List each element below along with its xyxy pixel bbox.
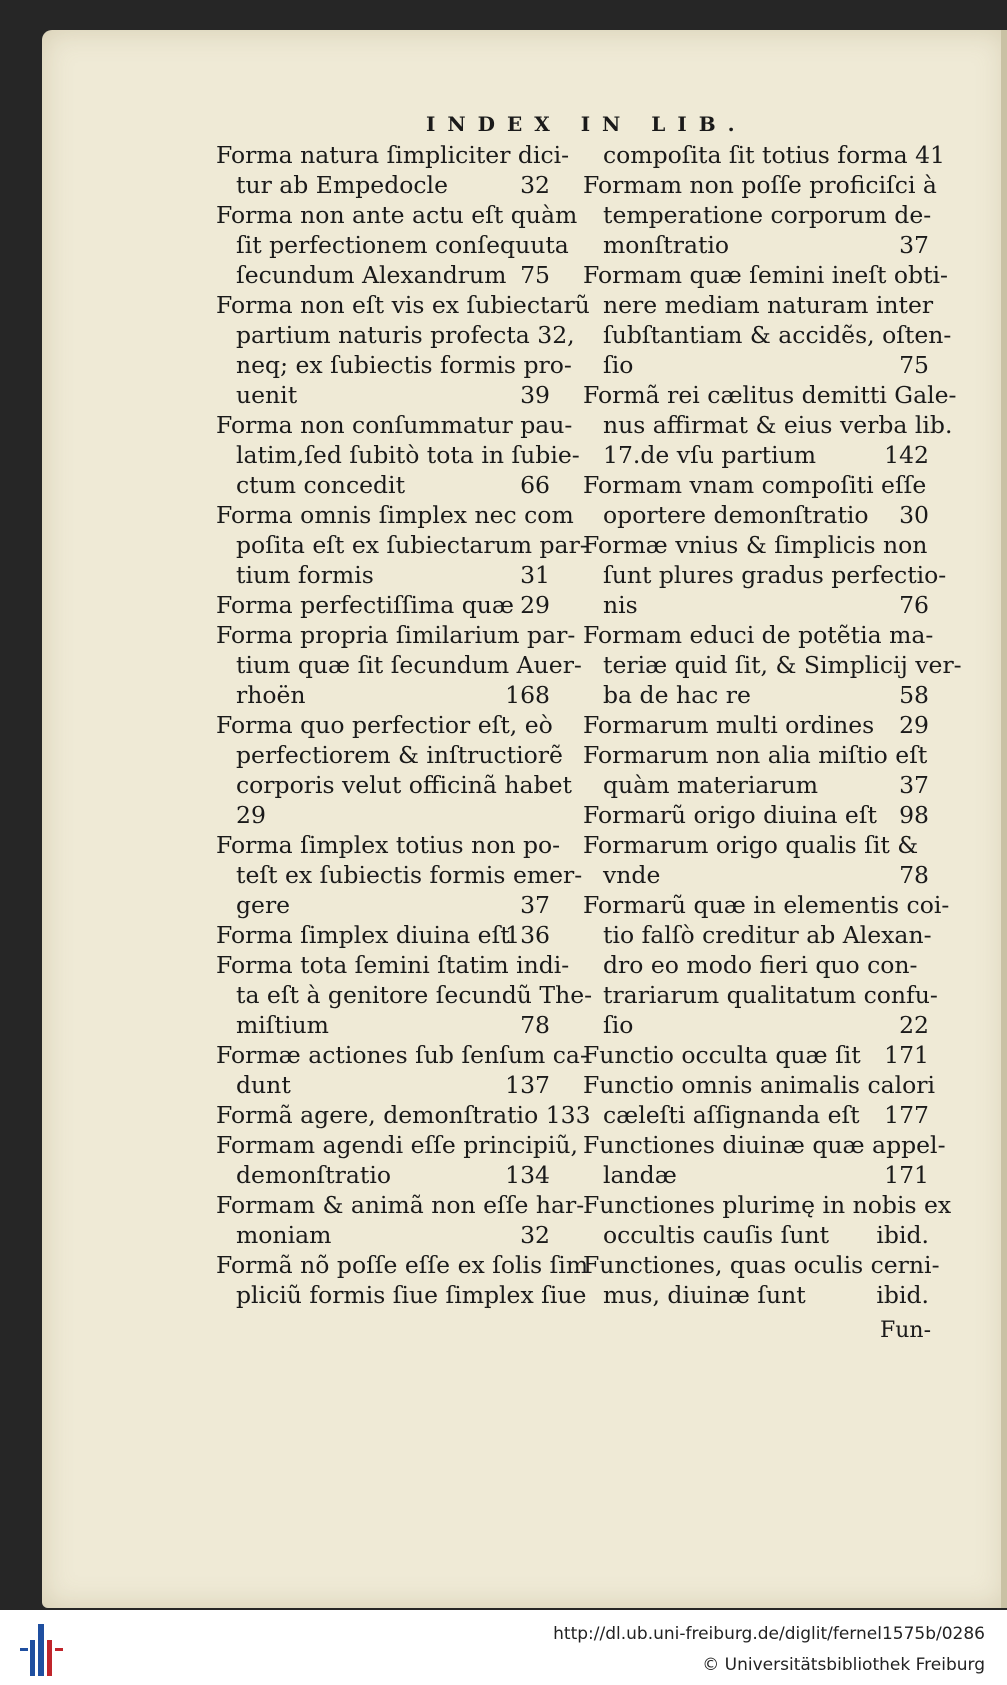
running-header: INDEX IN LIB. xyxy=(426,112,747,136)
page-reference: 171 xyxy=(884,1041,929,1069)
viewer-footer xyxy=(0,1610,1007,1685)
entry-text: quàm materiarum xyxy=(603,771,818,799)
page-reference: 75 xyxy=(520,261,550,289)
entry-text: gere xyxy=(236,891,291,919)
copyright-notice: © Universitätsbibliothek Freiburg xyxy=(702,1655,985,1675)
entry-text: rhoën xyxy=(236,681,306,709)
page-reference: 168 xyxy=(505,681,550,709)
index-column-left xyxy=(216,140,593,1310)
index-entry-line xyxy=(216,410,573,440)
entry-text: moniam xyxy=(236,1221,332,1249)
page-reference: ibid. xyxy=(876,1281,929,1309)
entry-text: 29 xyxy=(236,801,266,829)
page-reference: 134 xyxy=(505,1161,550,1189)
page-reference: 37 xyxy=(899,231,929,259)
entry-text: Forma propria ſimilarium par- xyxy=(216,621,576,649)
index-entry-line xyxy=(216,1100,591,1130)
index-entry-line xyxy=(216,740,563,770)
entry-text: occultis cauſis ſunt xyxy=(603,1221,830,1249)
entry-text: Formã nõ poſſe eſſe ex ſolis ſim xyxy=(216,1251,589,1279)
index-entry-line xyxy=(583,950,935,980)
entry-text: ſubſtantiam & accidẽs, oſten- xyxy=(603,321,952,349)
page-reference: 22 xyxy=(899,1011,929,1039)
index-entry-line xyxy=(583,1190,952,1220)
index-entry-line xyxy=(583,860,935,890)
index-entry-line xyxy=(583,590,935,620)
entry-text: Formarum origo qualis ſit & xyxy=(583,831,919,859)
entry-text: Forma non ante actu eſt quàm xyxy=(216,201,578,229)
entry-text: vnde xyxy=(603,861,661,889)
entry-text: Functio occulta quæ ſit xyxy=(583,1041,861,1069)
page-reference: 32 xyxy=(520,1221,550,1249)
entry-text: pliciũ formis ſiue ſimplex ſiue xyxy=(236,1281,587,1309)
entry-text: tur ab Empedocle xyxy=(236,171,448,199)
page-reference: 39 xyxy=(520,381,550,409)
entry-text: nere mediam naturam inter xyxy=(603,291,934,319)
index-entry-line xyxy=(216,350,572,380)
index-entry-line xyxy=(216,170,556,200)
index-entry-line xyxy=(583,830,935,860)
entry-text: dro eo modo fieri quo con- xyxy=(603,951,918,979)
index-entry-line xyxy=(216,620,576,650)
entry-text: Forma perfectiſſima quæ xyxy=(216,591,515,619)
entry-text: Formæ vnius & ſimplicis non xyxy=(583,531,928,559)
index-entry-line xyxy=(583,560,947,590)
index-entry-line xyxy=(216,860,583,890)
index-entry-line xyxy=(216,140,570,170)
index-entry-line xyxy=(583,200,935,230)
entry-text: Functiones, quas oculis cerni- xyxy=(583,1251,940,1279)
index-entry-line xyxy=(216,830,561,860)
entry-text: Forma non conſummatur pau- xyxy=(216,411,573,439)
index-entry-line xyxy=(583,680,935,710)
entry-text: Formã agere, demonſtratio 133 xyxy=(216,1101,591,1129)
index-entry-line xyxy=(216,770,572,800)
entry-text: miſtium xyxy=(236,1011,329,1039)
index-entry-line xyxy=(583,230,935,260)
entry-text: compoſita ſit totius forma 41 xyxy=(603,141,946,169)
page-reference: ibid. xyxy=(876,1221,929,1249)
index-entry-line xyxy=(216,1010,556,1040)
index-entry-line xyxy=(216,230,569,260)
index-entry-line xyxy=(583,740,935,770)
index-entry-line xyxy=(216,260,556,290)
entry-text: nis xyxy=(603,591,638,619)
page-reference: 37 xyxy=(520,891,550,919)
index-entry-line xyxy=(216,1220,556,1250)
entry-text: poſita eſt ex ſubiectarum par- xyxy=(236,531,588,559)
index-entry-line xyxy=(216,920,556,950)
index-entry-line xyxy=(216,1190,585,1220)
index-entry-line xyxy=(216,320,575,350)
entry-text: teſt ex ſubiectis formis emer- xyxy=(236,861,583,889)
entry-text: Forma natura ſimpliciter dici- xyxy=(216,141,570,169)
page-reference: 76 xyxy=(899,591,929,619)
page-reference: 78 xyxy=(520,1011,550,1039)
index-entry-line xyxy=(216,800,556,830)
entry-text: Formã rei cælitus demitti Gale- xyxy=(583,381,957,409)
index-entry-line xyxy=(583,1280,935,1310)
index-entry-line xyxy=(583,350,935,380)
index-entry-line xyxy=(583,170,935,200)
index-entry-line xyxy=(583,1250,940,1280)
page-reference: 66 xyxy=(520,471,550,499)
entry-text: monſtratio xyxy=(603,231,730,259)
entry-text: corporis velut officinã habet xyxy=(236,771,572,799)
entry-text: tium quæ ſit ſecundum Auer- xyxy=(236,651,582,679)
entry-text: Formam quæ ſemini ineſt obti- xyxy=(583,261,948,289)
index-entry-line xyxy=(216,440,580,470)
entry-text: mus, diuinæ ſunt xyxy=(603,1281,806,1309)
entry-text: Forma omnis ſimplex nec com xyxy=(216,501,574,529)
page-reference: 75 xyxy=(899,351,929,379)
entry-text: uenit xyxy=(236,381,298,409)
index-entry-line xyxy=(583,1220,935,1250)
index-entry-line xyxy=(216,1280,587,1310)
index-entry-line xyxy=(583,440,935,470)
page-reference: 30 xyxy=(899,501,929,529)
entry-text: Functiones diuinæ quæ appel- xyxy=(583,1131,946,1159)
index-entry-line xyxy=(583,140,946,170)
entry-text: temperatione corporum de- xyxy=(603,201,932,229)
index-entry-line xyxy=(216,710,556,740)
entry-text: tio falſò creditur ab Alexan- xyxy=(603,921,932,949)
entry-text: Forma tota ſemini ſtatim indi- xyxy=(216,951,570,979)
page-reference: 137 xyxy=(505,1071,550,1099)
entry-text: Formarũ origo diuina eſt xyxy=(583,801,877,829)
index-entry-line xyxy=(583,1070,935,1100)
entry-text: Functiones plurimę in nobis ex xyxy=(583,1191,952,1219)
page-reference: 31 xyxy=(520,561,550,589)
index-entry-line xyxy=(216,560,556,590)
index-entry-line xyxy=(216,1250,589,1280)
entry-text: ſio xyxy=(603,1011,634,1039)
entry-text: Formam vnam compoſiti eſſe xyxy=(583,471,927,499)
index-entry-line xyxy=(583,920,935,950)
entry-text: ſecundum Alexandrum xyxy=(236,261,507,289)
entry-text: Formam agendi eſſe principiũ, xyxy=(216,1131,579,1159)
index-entry-line xyxy=(216,650,582,680)
page-reference: 98 xyxy=(899,801,929,829)
index-entry-line xyxy=(583,410,953,440)
index-entry-line xyxy=(583,980,938,1010)
library-logo-icon xyxy=(20,1620,68,1678)
entry-text: cæleſti aſſignanda eſt xyxy=(603,1101,860,1129)
entry-text: ſunt plures gradus perfectio- xyxy=(603,561,947,589)
entry-text: Forma non eſt vis ex ſubiectarũ xyxy=(216,291,590,319)
index-entry-line xyxy=(216,200,578,230)
entry-text: ta eſt à genitore ſecundũ The- xyxy=(236,981,593,1009)
entry-text: 17.de vſu partium xyxy=(603,441,817,469)
index-entry-line xyxy=(583,380,957,410)
index-entry-line xyxy=(216,470,556,500)
entry-text: Formam educi de potẽtia ma- xyxy=(583,621,934,649)
entry-text: ba de hac re xyxy=(603,681,751,709)
index-entry-line xyxy=(583,1100,935,1130)
entry-text: trariarum qualitatum confu- xyxy=(603,981,938,1009)
index-entry-line xyxy=(583,290,935,320)
index-entry-line xyxy=(583,1010,935,1040)
index-entry-line xyxy=(216,680,556,710)
entry-text: Formarũ quæ in elementis coi- xyxy=(583,891,950,919)
entry-text: Formarum multi ordines xyxy=(583,711,875,739)
page-reference: 171 xyxy=(884,1161,929,1189)
index-entry-line xyxy=(583,260,948,290)
index-entry-line xyxy=(583,650,962,680)
entry-text: neq; ex ſubiectis formis pro- xyxy=(236,351,572,379)
entry-text: ſio xyxy=(603,351,634,379)
page-reference: 78 xyxy=(899,861,929,889)
index-entry-line xyxy=(583,530,935,560)
entry-text: Formarum non alia miſtio eſt xyxy=(583,741,928,769)
index-entry-line xyxy=(583,500,935,530)
document-url[interactable]: http://dl.ub.uni-freiburg.de/diglit/fernel1575b/0286 xyxy=(553,1624,985,1644)
index-entry-line xyxy=(583,320,952,350)
page-reference: 29 xyxy=(520,591,550,619)
entry-text: Formæ actiones ſub ſenſum ca- xyxy=(216,1041,588,1069)
entry-text: dunt xyxy=(236,1071,291,1099)
page-reference: 29 xyxy=(899,711,929,739)
page-reference: 58 xyxy=(899,681,929,709)
index-entry-line xyxy=(583,1130,946,1160)
entry-text: landæ xyxy=(603,1161,677,1189)
page-edge xyxy=(1001,30,1007,1608)
entry-text: tium formis xyxy=(236,561,374,589)
entry-text: nus affirmat & eius verba lib. xyxy=(603,411,953,439)
entry-text: ſit perfectionem conſequuta xyxy=(236,231,569,259)
index-entry-line xyxy=(216,950,570,980)
index-entry-line xyxy=(216,290,590,320)
index-entry-line xyxy=(583,770,935,800)
entry-text: ctum concedit xyxy=(236,471,406,499)
index-entry-line xyxy=(583,710,935,740)
index-entry-line xyxy=(216,530,588,560)
index-entry-line xyxy=(216,980,593,1010)
index-entry-line xyxy=(216,1070,556,1100)
entry-text: demonſtratio xyxy=(236,1161,392,1189)
index-entry-line xyxy=(583,890,950,920)
entry-text: Functio omnis animalis calori xyxy=(583,1071,936,1099)
index-entry-line xyxy=(583,1040,935,1070)
entry-text: Formam & animã non eſſe har- xyxy=(216,1191,585,1219)
entry-text: Forma ſimplex diuina eſt xyxy=(216,921,510,949)
index-entry-line xyxy=(216,890,556,920)
entry-text: partium naturis profecta 32, xyxy=(236,321,575,349)
entry-text: Forma quo perfectior eſt, eò xyxy=(216,711,553,739)
page-reference: 136 xyxy=(505,921,550,949)
page-reference: 37 xyxy=(899,771,929,799)
entry-text: teriæ quid ſit, & Simplicij ver- xyxy=(603,651,962,679)
entry-text: oportere demonſtratio xyxy=(603,501,869,529)
index-entry-line xyxy=(216,380,556,410)
index-entry-line xyxy=(216,1130,579,1160)
index-entry-line xyxy=(216,1160,556,1190)
index-entry-line xyxy=(583,1160,935,1190)
index-entry-line xyxy=(583,470,935,500)
page-reference: 177 xyxy=(884,1101,929,1129)
index-entry-line xyxy=(216,500,574,530)
index-entry-line xyxy=(583,620,935,650)
entry-text: latim,ſed ſubitò tota in ſubie- xyxy=(236,441,580,469)
catchword: Fun- xyxy=(880,1318,932,1343)
index-entry-line xyxy=(216,590,556,620)
entry-text: Forma ſimplex totius non po- xyxy=(216,831,561,859)
index-entry-line xyxy=(216,1040,588,1070)
entry-text: Formam non poſſe proficiſci à xyxy=(583,171,937,199)
index-entry-line xyxy=(583,800,935,830)
entry-text: perfectiorem & inſtructiorẽ xyxy=(236,741,563,769)
index-column-right xyxy=(583,140,962,1310)
page-reference: 32 xyxy=(520,171,550,199)
page-reference: 142 xyxy=(884,441,929,469)
